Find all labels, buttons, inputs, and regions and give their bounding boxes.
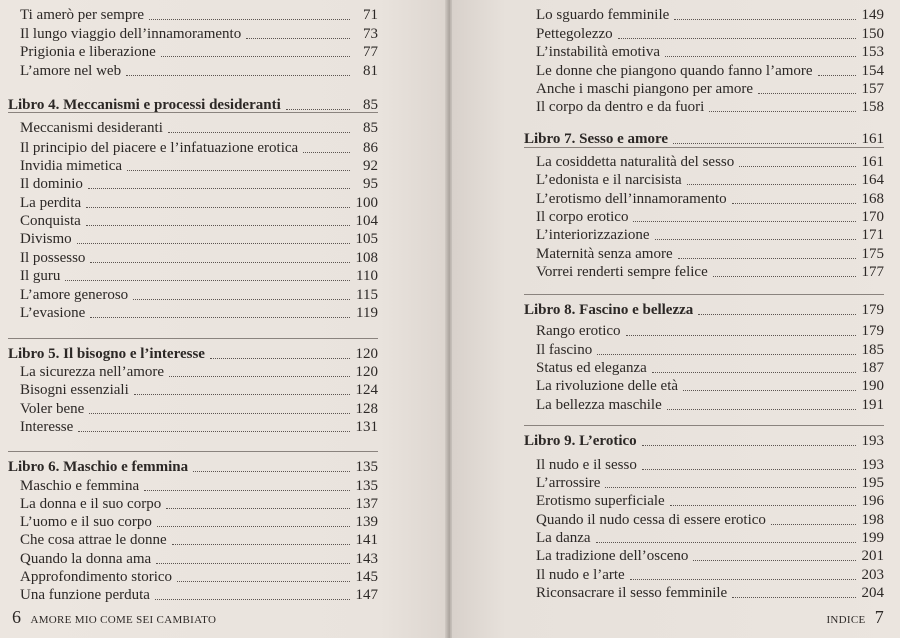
dot-leader — [683, 390, 856, 391]
toc-entry — [8, 549, 378, 569]
toc-entry-title: Status ed eleganza — [536, 360, 647, 376]
toc-entry-page: 203 — [861, 567, 884, 583]
toc-entry-page: 115 — [356, 287, 378, 303]
dot-leader — [78, 431, 350, 432]
toc-entry-title: La sicurezza nell’amore — [20, 364, 165, 380]
dot-leader — [732, 597, 856, 598]
toc-entry-title: Bisogni essenziali — [20, 382, 129, 398]
toc-entry — [524, 321, 884, 341]
dot-leader — [771, 524, 856, 525]
toc-entry — [8, 494, 378, 514]
toc-entry — [8, 5, 378, 25]
toc-entry-title: Libro 5. Il bisogno e l’interesse — [8, 346, 205, 362]
toc-entry-title: Il nudo e l’arte — [536, 567, 625, 583]
toc-entry-title: L’arrossire — [536, 475, 601, 491]
toc-entry-page: 120 — [355, 364, 378, 380]
right-page — [452, 0, 900, 638]
toc-entry-page: 191 — [861, 397, 884, 413]
toc-entry — [8, 156, 378, 176]
toc-entry-page: 204 — [861, 585, 884, 601]
toc-entry-title: Libro 4. Meccanismi e processi desideranti — [8, 97, 281, 113]
toc-entry — [524, 491, 884, 511]
toc-entry-page: 77 — [363, 44, 378, 60]
toc-entry — [524, 152, 884, 172]
toc-entry — [524, 473, 884, 493]
section-underline — [8, 338, 378, 339]
dot-leader — [210, 358, 350, 359]
toc-entry-title: Invidia mimetica — [20, 158, 123, 174]
dot-leader — [597, 354, 856, 355]
dot-leader — [709, 111, 856, 112]
toc-entry — [524, 358, 884, 378]
dot-leader — [698, 314, 856, 315]
toc-entry-title: L’amore generoso — [20, 287, 129, 303]
dot-leader — [303, 152, 350, 153]
toc-entry-page: 196 — [861, 493, 884, 509]
toc-entry-page: 128 — [355, 401, 378, 417]
toc-entry-page: 179 — [861, 302, 884, 318]
dot-leader — [90, 317, 350, 318]
section-underline — [8, 451, 378, 452]
toc-entry — [524, 24, 884, 44]
dot-leader — [818, 75, 856, 76]
dot-leader — [673, 143, 856, 144]
toc-entry — [524, 79, 884, 99]
toc-entry — [524, 510, 884, 530]
toc-entry — [524, 170, 884, 190]
toc-entry-title: La donna e il suo corpo — [20, 496, 162, 512]
toc-entry — [524, 262, 884, 282]
dot-leader — [155, 599, 350, 600]
toc-entry-page: 110 — [356, 268, 378, 284]
toc-entry-title: Una funzione perduta — [20, 587, 150, 603]
toc-entry-title: Il possesso — [20, 250, 86, 266]
right-folio — [826, 607, 884, 628]
toc-entry — [524, 528, 884, 548]
toc-entry — [8, 24, 378, 44]
toc-entry — [8, 138, 378, 158]
toc-entry — [524, 42, 884, 62]
right-running-head: INDICE — [826, 614, 866, 626]
dot-leader — [633, 221, 856, 222]
toc-entry-page: 170 — [861, 209, 884, 225]
dot-leader — [693, 560, 856, 561]
dot-leader — [161, 56, 350, 57]
toc-entry — [524, 244, 884, 264]
toc-entry-page: 193 — [861, 457, 884, 473]
toc-entry-page: 104 — [355, 213, 378, 229]
toc-entry-page: 81 — [363, 63, 378, 79]
toc-entry-page: 135 — [355, 478, 378, 494]
toc-entry-title: L’evasione — [20, 305, 86, 321]
dot-leader — [89, 413, 350, 414]
toc-entry-title: Meccanismi desideranti — [20, 120, 163, 136]
toc-entry-page: 135 — [355, 459, 378, 475]
toc-entry-title: Divismo — [20, 231, 72, 247]
toc-entry — [524, 97, 884, 117]
dot-leader — [739, 166, 856, 167]
toc-entry-page: 108 — [355, 250, 378, 266]
dot-leader — [605, 487, 856, 488]
dot-leader — [626, 335, 856, 336]
toc-entry-page: 190 — [861, 378, 884, 394]
toc-section-heading — [8, 457, 378, 477]
left-page — [0, 0, 448, 638]
toc-entry-page: 187 — [861, 360, 884, 376]
toc-entry-title: Il dominio — [20, 176, 83, 192]
toc-entry — [524, 5, 884, 25]
toc-entry-title: Lo sguardo femminile — [536, 7, 670, 23]
dot-leader — [678, 258, 856, 259]
toc-entry-title: Riconsacrare il sesso femminile — [536, 585, 728, 601]
dot-leader — [90, 262, 350, 263]
toc-entry-page: 195 — [861, 475, 884, 491]
toc-entry-title: Erotismo superficiale — [536, 493, 665, 509]
toc-entry-title: L’amore nel web — [20, 63, 122, 79]
dot-leader — [65, 280, 350, 281]
toc-entry-page: 95 — [363, 176, 378, 192]
toc-entry-title: Il guru — [20, 268, 61, 284]
toc-section-heading — [524, 129, 884, 149]
toc-entry — [524, 546, 884, 566]
toc-entry-page: 171 — [861, 227, 884, 243]
toc-entry-title: La danza — [536, 530, 591, 546]
toc-entry-title: Che cosa attrae le donne — [20, 532, 167, 548]
toc-entry-title: L’erotismo dell’innamoramento — [536, 191, 727, 207]
toc-entry-title: Maschio e femmina — [20, 478, 140, 494]
dot-leader — [166, 508, 350, 509]
dot-leader — [667, 409, 856, 410]
toc-entry-title: La tradizione dell’osceno — [536, 548, 689, 564]
toc-entry-page: 120 — [355, 346, 378, 362]
toc-section-heading — [524, 431, 884, 451]
dot-leader — [652, 372, 856, 373]
dot-leader — [134, 394, 350, 395]
left-running-head: AMORE MIO COME SEI CAMBIATO — [30, 614, 217, 626]
toc-entry — [8, 362, 378, 382]
toc-entry-title: Voler bene — [20, 401, 85, 417]
toc-entry — [8, 248, 378, 268]
dot-leader — [193, 471, 350, 472]
section-underline — [524, 425, 884, 426]
toc-entry — [8, 567, 378, 587]
dot-leader — [86, 207, 350, 208]
toc-entry-page: 185 — [861, 342, 884, 358]
toc-entry — [524, 395, 884, 415]
toc-entry — [524, 189, 884, 209]
toc-section-heading — [8, 344, 378, 364]
toc-entry-page: 86 — [363, 140, 378, 156]
toc-entry — [8, 530, 378, 550]
left-folio — [12, 607, 216, 628]
dot-leader — [642, 445, 856, 446]
toc-entry-title: Vorrei renderti sempre felice — [536, 264, 708, 280]
dot-leader — [286, 109, 350, 110]
toc-entry-page: 92 — [363, 158, 378, 174]
dot-leader — [169, 376, 350, 377]
toc-entry — [524, 376, 884, 396]
section-underline — [8, 112, 378, 113]
toc-entry-title: Maternità senza amore — [536, 246, 673, 262]
dot-leader — [630, 579, 856, 580]
toc-section-heading — [524, 300, 884, 320]
toc-entry-page: 143 — [355, 551, 378, 567]
dot-leader — [133, 299, 350, 300]
dot-leader — [172, 544, 350, 545]
section-underline — [524, 294, 884, 295]
toc-entry-title: La perdita — [20, 195, 82, 211]
toc-entry — [8, 476, 378, 496]
left-page-number: 6 — [12, 607, 22, 627]
dot-leader — [86, 225, 350, 226]
toc-entry-page: 158 — [861, 99, 884, 115]
toc-entry-page: 157 — [861, 81, 884, 97]
dot-leader — [618, 38, 856, 39]
toc-entry-title: Quando la donna ama — [20, 551, 152, 567]
dot-leader — [168, 132, 350, 133]
toc-entry-title: L’instabilità emotiva — [536, 44, 661, 60]
toc-entry-page: 154 — [861, 63, 884, 79]
toc-entry — [8, 118, 378, 138]
dot-leader — [246, 38, 350, 39]
toc-entry-page: 137 — [355, 496, 378, 512]
section-underline — [524, 147, 884, 148]
dot-leader — [156, 563, 350, 564]
toc-entry-title: Approfondimento storico — [20, 569, 173, 585]
dot-leader — [127, 170, 350, 171]
toc-entry-title: L’uomo e il suo corpo — [20, 514, 152, 530]
dot-leader — [149, 19, 350, 20]
toc-entry — [8, 380, 378, 400]
dot-leader — [596, 542, 856, 543]
dot-leader — [758, 93, 856, 94]
toc-entry-title: L’edonista e il narcisista — [536, 172, 682, 188]
toc-entry-page: 124 — [355, 382, 378, 398]
toc-entry — [8, 211, 378, 231]
dot-leader — [177, 581, 350, 582]
toc-entry — [524, 61, 884, 81]
toc-entry-page: 149 — [861, 7, 884, 23]
toc-entry — [8, 61, 378, 81]
toc-entry-title: Libro 6. Maschio e femmina — [8, 459, 189, 475]
toc-entry-page: 168 — [861, 191, 884, 207]
toc-entry — [8, 399, 378, 419]
toc-entry-title: Il fascino — [536, 342, 593, 358]
toc-entry-title: Libro 7. Sesso e amore — [524, 131, 669, 147]
toc-entry-page: 145 — [355, 569, 378, 585]
toc-entry-page: 85 — [363, 97, 378, 113]
toc-entry — [524, 207, 884, 227]
toc-entry — [8, 266, 378, 286]
toc-entry-title: Libro 9. L’erotico — [524, 433, 637, 449]
toc-entry-title: Le donne che piangono quando fanno l’amore — [536, 63, 813, 79]
toc-entry — [8, 285, 378, 305]
toc-entry-title: Il lungo viaggio dell’innamoramento — [20, 26, 242, 42]
toc-entry-page: 161 — [861, 154, 884, 170]
dot-leader — [665, 56, 856, 57]
toc-entry-title: Il principio del piacere e l’infatuazione erotica — [20, 140, 299, 156]
dot-leader — [642, 469, 856, 470]
toc-entry-page: 141 — [355, 532, 378, 548]
toc-entry — [8, 303, 378, 323]
toc-entry-page: 71 — [363, 7, 378, 23]
toc-entry-page: 199 — [861, 530, 884, 546]
toc-entry-page: 164 — [861, 172, 884, 188]
toc-entry — [8, 229, 378, 249]
dot-leader — [713, 276, 856, 277]
toc-entry-page: 201 — [861, 548, 884, 564]
toc-entry-page: 150 — [861, 26, 884, 42]
toc-entry-title: Rango erotico — [536, 323, 621, 339]
dot-leader — [670, 505, 856, 506]
toc-entry — [8, 42, 378, 62]
toc-entry — [524, 225, 884, 245]
toc-entry-title: Quando il nudo cessa di essere erotico — [536, 512, 766, 528]
toc-entry-page: 73 — [363, 26, 378, 42]
toc-entry-page: 105 — [355, 231, 378, 247]
toc-entry — [8, 585, 378, 605]
toc-entry-page: 161 — [861, 131, 884, 147]
dot-leader — [655, 239, 856, 240]
toc-entry-page: 193 — [861, 433, 884, 449]
dot-leader — [126, 75, 350, 76]
toc-entry-title: Pettegolezzo — [536, 26, 613, 42]
toc-entry-page: 139 — [355, 514, 378, 530]
toc-entry-title: Anche i maschi piangono per amore — [536, 81, 754, 97]
toc-entry-title: Prigionia e liberazione — [20, 44, 156, 60]
dot-leader — [77, 243, 350, 244]
toc-entry-title: La bellezza maschile — [536, 397, 662, 413]
toc-entry-page: 175 — [861, 246, 884, 262]
toc-entry-title: Conquista — [20, 213, 81, 229]
toc-entry-page: 177 — [861, 264, 884, 280]
toc-entry-page: 131 — [355, 419, 378, 435]
dot-leader — [674, 19, 856, 20]
dot-leader — [687, 184, 856, 185]
dot-leader — [157, 526, 350, 527]
right-page-number: 7 — [874, 607, 884, 627]
toc-entry — [524, 583, 884, 603]
toc-entry — [524, 455, 884, 475]
toc-entry — [524, 565, 884, 585]
toc-entry-title: La rivoluzione delle età — [536, 378, 679, 394]
toc-entry — [8, 512, 378, 532]
toc-entry — [524, 340, 884, 360]
toc-entry-title: Libro 8. Fascino e bellezza — [524, 302, 694, 318]
dot-leader — [88, 188, 350, 189]
toc-entry — [8, 174, 378, 194]
dot-leader — [732, 203, 856, 204]
toc-entry-page: 198 — [861, 512, 884, 528]
toc-entry-title: Ti amerò per sempre — [20, 7, 144, 23]
toc-entry-page: 153 — [861, 44, 884, 60]
toc-entry-title: Il nudo e il sesso — [536, 457, 637, 473]
toc-entry-page: 179 — [861, 323, 884, 339]
toc-entry-page: 85 — [363, 120, 378, 136]
toc-entry-page: 119 — [356, 305, 378, 321]
toc-entry-title: L’interiorizzazione — [536, 227, 650, 243]
toc-entry-page: 147 — [355, 587, 378, 603]
toc-entry-title: Interesse — [20, 419, 74, 435]
toc-entry — [8, 193, 378, 213]
toc-entry-title: Il corpo erotico — [536, 209, 629, 225]
toc-entry-page: 100 — [355, 195, 378, 211]
toc-entry-title: La cosiddetta naturalità del sesso — [536, 154, 735, 170]
toc-entry — [8, 417, 378, 437]
dot-leader — [144, 490, 350, 491]
toc-entry-title: Il corpo da dentro e da fuori — [536, 99, 705, 115]
